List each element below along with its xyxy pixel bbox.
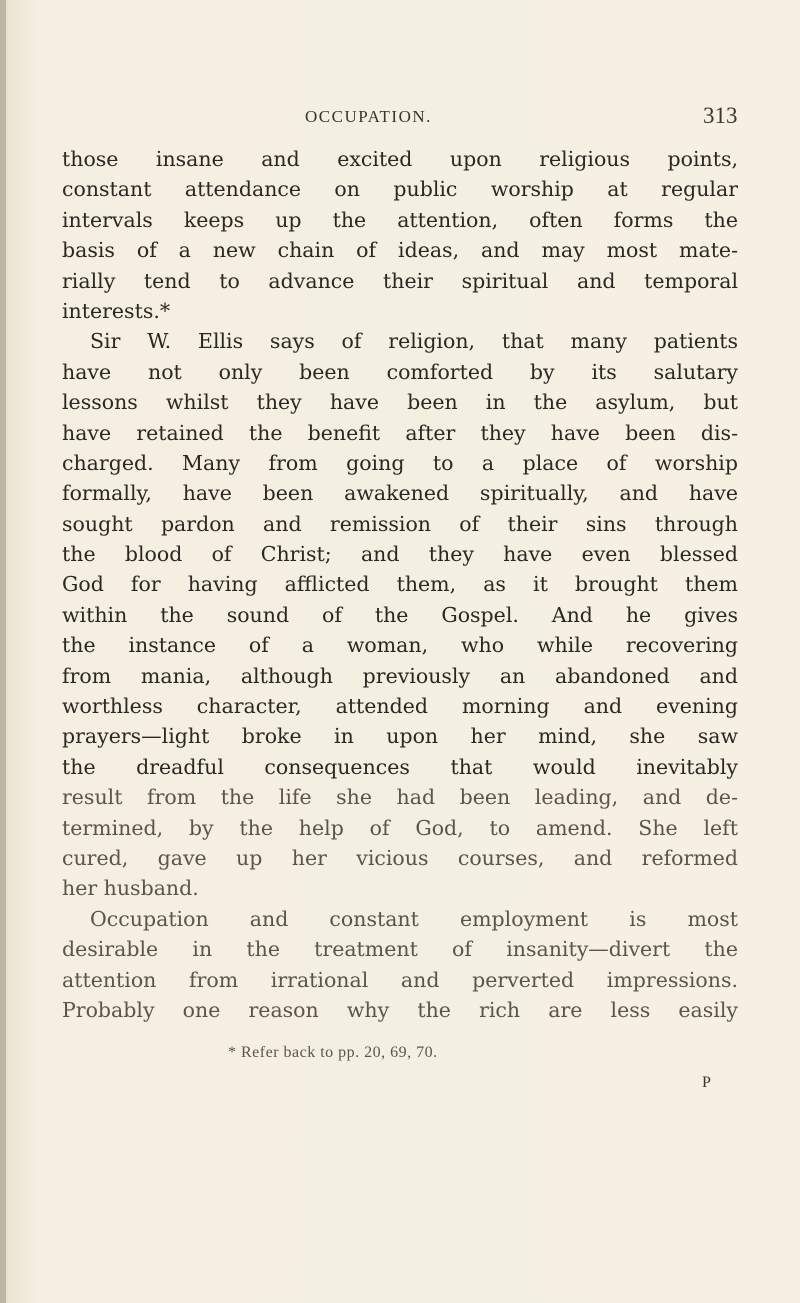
text-line: Probably one reason why the rich are less easily <box>62 997 738 1022</box>
text-line: formally, have been awakened spiritually, and have <box>62 481 738 506</box>
paragraph-start-line: Sir W. Ellis says of religion, that many patients <box>90 329 738 354</box>
page-gutter-shadow <box>0 0 6 1303</box>
text-line: attention from irrational and perverted impressions. <box>62 967 738 992</box>
paragraph-start-line: Occupation and constant employment is most <box>90 906 738 931</box>
footnote: * Refer back to pp. 20, 69, 70. <box>228 1044 438 1061</box>
text-line: lessons whilst they have been in the asylum, but <box>62 390 738 415</box>
running-head: OCCUPATION. <box>305 107 432 126</box>
text-line: God for having afflicted them, as it brought them <box>62 572 738 597</box>
text-line: cured, gave up her vicious courses, and reformed <box>62 845 738 870</box>
text-line: result from the life she had been leading, and de- <box>62 785 738 810</box>
text-line: the instance of a woman, who while recovering <box>62 633 738 658</box>
text-line: the dreadful consequences that would inevitably <box>62 754 738 779</box>
text-line: prayers—light broke in upon her mind, she saw <box>62 724 738 749</box>
text-line: worthless character, attended morning and evening <box>62 694 738 719</box>
signature-mark: P <box>702 1074 711 1091</box>
text-line: rially tend to advance their spiritual and temporal <box>62 268 738 293</box>
text-line: those insane and excited upon religious points, <box>62 147 738 171</box>
text-line: have retained the benefit after they have been dis- <box>62 420 738 445</box>
text-line: sought pardon and remission of their sins through <box>62 511 738 536</box>
text-line: constant attendance on public worship at regular <box>62 177 738 202</box>
text-line: charged. Many from going to a place of worship <box>62 450 738 475</box>
text-line: within the sound of the Gospel. And he gives <box>62 602 738 627</box>
page-header <box>0 103 800 137</box>
body-text <box>62 144 738 1025</box>
text-line: termined, by the help of God, to amend. She left <box>62 815 738 840</box>
text-line: intervals keeps up the attention, often forms the <box>62 207 738 232</box>
text-line: desirable in the treatment of insanity—divert the <box>62 937 738 962</box>
text-line: have not only been comforted by its salutary <box>62 359 738 384</box>
text-line: the blood of Christ; and they have even blessed <box>62 542 738 567</box>
text-line: interests.* <box>62 298 171 323</box>
page-number: 313 <box>703 103 738 128</box>
text-line: from mania, although previously an abandoned and <box>62 663 738 688</box>
text-line: basis of a new chain of ideas, and may most mate- <box>62 238 738 263</box>
text-line: her husband. <box>62 876 199 901</box>
